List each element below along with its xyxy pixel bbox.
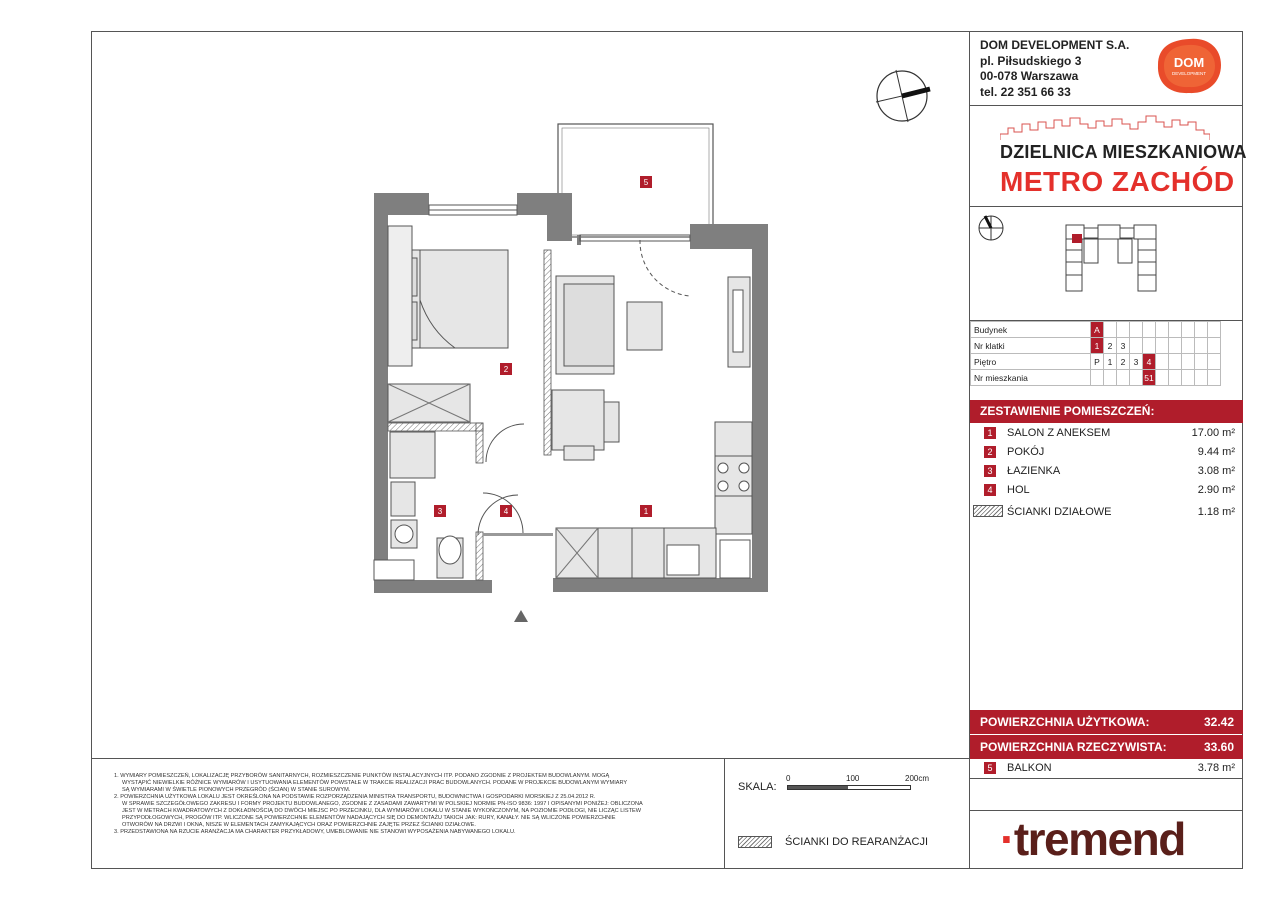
building-keyplan bbox=[1058, 220, 1168, 295]
legend-text: ŚCIANKI DO REARANŻACJI bbox=[785, 836, 929, 848]
plan-label-5: 5 bbox=[643, 178, 649, 187]
room-row bbox=[970, 759, 1243, 778]
partition-area: 1.18 m² bbox=[1197, 506, 1235, 518]
partition-hatch-swatch bbox=[973, 505, 1003, 517]
window-top bbox=[429, 205, 517, 215]
location-cell: 3 bbox=[1130, 354, 1143, 370]
location-cell bbox=[1130, 338, 1143, 354]
plan-label-4: 4 bbox=[503, 507, 509, 516]
location-cell bbox=[1130, 370, 1143, 386]
rooms-list bbox=[970, 424, 1243, 522]
location-cell bbox=[1169, 354, 1182, 370]
room-number: 3 bbox=[984, 465, 996, 477]
company-info bbox=[980, 38, 1129, 100]
project-name-line2: METRO ZACHÓD bbox=[1000, 166, 1235, 197]
location-cell: 51 bbox=[1143, 370, 1156, 386]
divider-logo bbox=[969, 810, 1243, 811]
location-cell bbox=[1117, 370, 1130, 386]
bathroom-fixtures bbox=[390, 432, 463, 578]
legend-hatch-swatch bbox=[738, 836, 772, 848]
footnote-line: SĄ WYMIARAMI W ŚWIETLE PIONOWYCH PRZEGRÓD (ŚCIAN) W STANIE SUROWYM. bbox=[122, 787, 351, 793]
location-cell: 3 bbox=[1117, 338, 1130, 354]
scale-tick-200: 200cm bbox=[905, 774, 930, 783]
company-phone: tel. 22 351 66 33 bbox=[980, 84, 1071, 99]
logo-text-dom: DOM bbox=[1173, 55, 1205, 70]
footnote-line: 1. WYMIARY POMIESZCZEŃ, LOKALIZACJĘ PRZYBORÓW SANITARNYCH, ROZMIESZCZENIE PUNKTÓW INSTALACYJNYCH ITP. PODANO ZGODNIE Z PROJEKTEM BUDOWLANYM. MOGĄ bbox=[114, 773, 610, 779]
location-row-label: Nr mieszkania bbox=[971, 370, 1091, 386]
scale-bar bbox=[787, 785, 911, 790]
location-row-label: Nr klatki bbox=[971, 338, 1091, 354]
location-cell bbox=[1182, 354, 1195, 370]
location-cell bbox=[1156, 354, 1169, 370]
location-cell bbox=[1208, 370, 1221, 386]
location-row bbox=[971, 322, 1221, 338]
location-cell bbox=[1208, 338, 1221, 354]
location-table bbox=[970, 321, 1221, 386]
plan-label-2: 2 bbox=[503, 365, 509, 374]
location-cell bbox=[1091, 370, 1104, 386]
location-row-label: Budynek bbox=[971, 322, 1091, 338]
scale-tick-100: 100 bbox=[846, 774, 860, 783]
room-name: HOL bbox=[1007, 484, 1030, 496]
balcony-outline bbox=[558, 124, 713, 237]
usable-area-bar bbox=[970, 710, 1243, 734]
balcony-row bbox=[970, 759, 1243, 778]
room-row bbox=[970, 443, 1243, 462]
tremend-logo bbox=[1000, 812, 1185, 866]
room-name: POKÓJ bbox=[1007, 446, 1045, 458]
divider-notes bbox=[724, 758, 725, 869]
usable-area-value: 32.42 bbox=[1203, 715, 1234, 729]
room-row bbox=[970, 481, 1243, 500]
location-cell bbox=[1156, 338, 1169, 354]
location-cell bbox=[1195, 354, 1208, 370]
scale-bar-fill bbox=[788, 786, 848, 789]
entrance-arrow bbox=[514, 610, 528, 622]
location-cell bbox=[1195, 338, 1208, 354]
usable-area-label: POWIERZCHNIA UŻYTKOWA: bbox=[980, 715, 1150, 729]
location-cell: A bbox=[1091, 322, 1104, 338]
location-cell bbox=[1117, 322, 1130, 338]
location-cell bbox=[1143, 338, 1156, 354]
location-cell: 1 bbox=[1104, 354, 1117, 370]
keyplan-compass-icon bbox=[975, 212, 1009, 246]
location-cell bbox=[1104, 370, 1117, 386]
room-number: 1 bbox=[984, 427, 996, 439]
room-row bbox=[970, 462, 1243, 481]
plan-label-1: 1 bbox=[643, 507, 649, 516]
divider-company bbox=[969, 105, 1243, 106]
location-cell bbox=[1182, 322, 1195, 338]
real-area-label: POWIERZCHNIA RZECZYWISTA: bbox=[980, 740, 1167, 754]
location-cell: 2 bbox=[1104, 338, 1117, 354]
footnotes bbox=[114, 773, 714, 836]
tremend-logo-text: tremend bbox=[1013, 813, 1185, 865]
location-cell bbox=[1156, 322, 1169, 338]
balcony-name: BALKON bbox=[1007, 762, 1052, 774]
divider-bottom bbox=[91, 758, 969, 759]
location-row-label: Piętro bbox=[971, 354, 1091, 370]
location-row bbox=[971, 354, 1221, 370]
scale-label: SKALA: bbox=[738, 781, 777, 793]
project-name-line1: DZIELNICA MIESZKANIOWA bbox=[1000, 142, 1247, 162]
location-cell: 1 bbox=[1091, 338, 1104, 354]
scale-tick-0: 0 bbox=[786, 774, 791, 783]
logo-text-development: DEVELOPMENT bbox=[1171, 71, 1207, 76]
real-area-bar bbox=[970, 735, 1243, 759]
footnote-line: 2. POWIERZCHNIA UŻYTKOWA LOKALU JEST OKREŚLONA NA PODSTAWIE ROZPORZĄDZENIA MINISTRA TRANSPORTU, BUDOWNICTWA I GOSPODARKI MORSKIEJ Z 25.04.2012 R. bbox=[114, 794, 596, 800]
location-cell bbox=[1169, 322, 1182, 338]
location-cell bbox=[1208, 322, 1221, 338]
room-number: 4 bbox=[984, 484, 996, 496]
location-cell bbox=[1195, 322, 1208, 338]
location-row bbox=[971, 338, 1221, 354]
location-cell: 2 bbox=[1117, 354, 1130, 370]
divider-brand bbox=[969, 206, 1243, 207]
keyplan-apartment-marker bbox=[1072, 234, 1082, 243]
footnote-line: OTWORÓW NA DRZWI I OKNA, NISZE W ELEMENTACH ZAMYKAJĄCYCH ORAZ POWIERZCHNIE ZAJĘTE PRZEZ ŚCIANKI DZIAŁOWE. bbox=[122, 822, 476, 828]
tremend-logo-dot: · bbox=[1000, 813, 1014, 865]
balcony-area: 3.78 m² bbox=[1197, 762, 1235, 774]
room-area: 17.00 m² bbox=[1191, 427, 1235, 439]
location-cell: P bbox=[1091, 354, 1104, 370]
room-area: 9.44 m² bbox=[1197, 446, 1235, 458]
location-cell bbox=[1130, 322, 1143, 338]
rooms-title: ZESTAWIENIE POMIESZCZEŃ: bbox=[980, 404, 1155, 418]
footnote-line: W SPRAWIE SZCZEGÓŁOWEGO ZAKRESU I FORMY PROJEKTU BUDOWLANEGO, ZGODNIE Z ZASADAMI ZAWARTYMI W POLSKIEJ NORMIE PN-ISO 9836: 1997 I OPISANYMI PONIŻEJ: OBLICZONA bbox=[122, 801, 643, 807]
footnote-line: WYSTĄPIĆ NIEWIELKIE RÓŻNICE WYMIARÓW I USYTUOWANIA ELEMENTÓW POWSTAŁE W TRAKCIE REALIZACJI PRAC BUDOWLANYCH. PODANE W PROJEKCIE BUDOWLANYM WYMIARY bbox=[122, 780, 628, 786]
rooms-title-bar bbox=[970, 400, 1243, 423]
room-number: 2 bbox=[984, 446, 996, 458]
real-area-value: 33.60 bbox=[1203, 740, 1234, 754]
footnote-line: PRZYPODŁOGOWYCH, PROGÓW ITP. WLICZONE SĄ POWIERZCHNIE ELEMENTÓW NADAJĄCYCH SIĘ DO DEMONTAŻU TAKICH JAK: RURY, KANAŁY. NIE SĄ WLICZONE POWIERZCHNIE bbox=[122, 815, 616, 821]
divider-balcony bbox=[969, 778, 1243, 779]
room-row bbox=[970, 424, 1243, 443]
room-area: 2.90 m² bbox=[1197, 484, 1235, 496]
partition-name: ŚCIANKI DZIAŁOWE bbox=[1007, 506, 1112, 518]
partition-row bbox=[970, 500, 1243, 522]
location-cell bbox=[1169, 370, 1182, 386]
location-cell bbox=[1143, 322, 1156, 338]
location-cell bbox=[1182, 370, 1195, 386]
company-address1: pl. Piłsudskiego 3 bbox=[980, 53, 1082, 68]
location-cell bbox=[1104, 322, 1117, 338]
location-cell bbox=[1156, 370, 1169, 386]
nightstand bbox=[388, 226, 412, 366]
company-address2: 00-078 Warszawa bbox=[980, 69, 1079, 83]
location-cell bbox=[1169, 338, 1182, 354]
room-name: SALON Z ANEKSEM bbox=[1007, 427, 1111, 439]
company-name: DOM DEVELOPMENT S.A. bbox=[980, 38, 1130, 52]
location-cell: 4 bbox=[1143, 354, 1156, 370]
balcony-number: 5 bbox=[984, 762, 996, 774]
door-room2 bbox=[486, 424, 524, 462]
dom-development-logo bbox=[1155, 37, 1223, 95]
location-cell bbox=[1182, 338, 1195, 354]
footnote-line: 3. PRZEDSTAWIONA NA RZUCIE ARANŻACJA MA CHARAKTER PRZYKŁADOWY, UMEBLOWANIE NIE STANOWI WYPOSAŻENIA NABYWANEGO LOKALU. bbox=[114, 829, 516, 835]
location-row bbox=[971, 370, 1221, 386]
skyline-graphic bbox=[1000, 112, 1210, 142]
room-name: ŁAZIENKA bbox=[1007, 465, 1061, 477]
plan-label-3: 3 bbox=[437, 507, 443, 516]
location-cell bbox=[1208, 354, 1221, 370]
footnote-line: JEST W METRACH KWADRATOWYCH Z DOKŁADNOŚCIĄ DO DWÓCH MIEJSC PO PRZECINKU, DLA WYMIARÓW LOKALU W STANIE WYKOŃCZONYM, NA POZIOMIE PODŁOGI, NIE LICZĄC LISTEW bbox=[122, 808, 642, 814]
room-area: 3.08 m² bbox=[1197, 465, 1235, 477]
location-cell bbox=[1195, 370, 1208, 386]
